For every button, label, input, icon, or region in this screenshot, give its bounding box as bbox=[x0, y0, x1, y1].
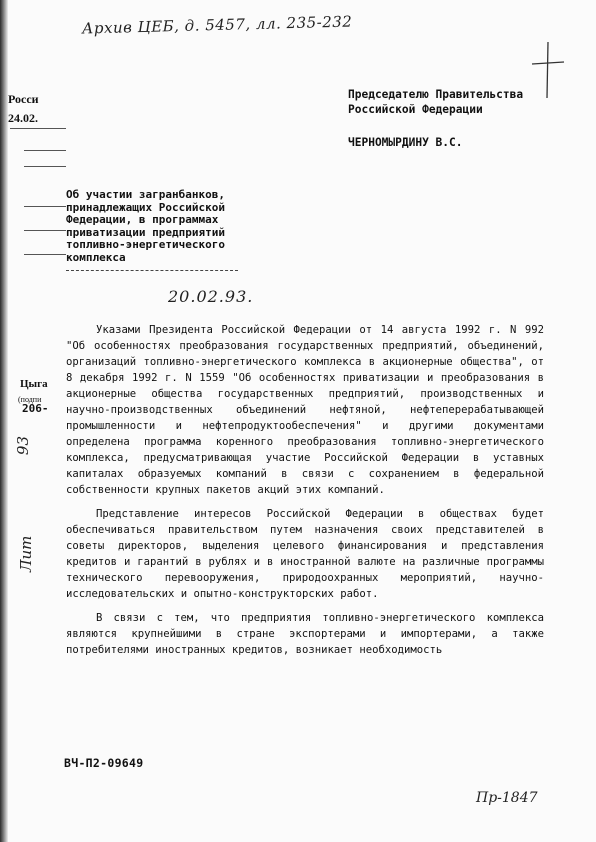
side-handwritten-note: 93 bbox=[14, 436, 32, 456]
addressee-block bbox=[348, 88, 523, 151]
subject-underline bbox=[66, 270, 238, 271]
addressee-line: Председателю Правительства bbox=[348, 88, 524, 101]
subject-line: приватизации предприятий bbox=[66, 225, 225, 239]
left-rule bbox=[24, 150, 66, 151]
left-rule bbox=[24, 230, 66, 231]
document-code: ВЧ-П2-09649 bbox=[64, 756, 144, 770]
subject-line: Федерации, в программах bbox=[66, 213, 219, 227]
subject-block bbox=[66, 189, 225, 265]
body-paragraph: В связи с тем, что предприятия топливно-энергетического комплекса являются крупнейшими в стране экспортерами и импортерами, а также потребителями иностранных кредитов, возникает необходимость bbox=[66, 612, 544, 656]
left-rule bbox=[24, 254, 66, 255]
left-org-fragment: Росси bbox=[8, 92, 39, 106]
scan-edge-shadow bbox=[0, 0, 8, 842]
subject-line: Об участии загранбанков, bbox=[66, 188, 225, 201]
left-head-num-fragment: 206- bbox=[22, 402, 49, 415]
left-rule bbox=[10, 128, 66, 129]
letter-body bbox=[66, 322, 544, 666]
handwritten-cross-mark bbox=[530, 40, 566, 100]
subject-line: комплекса bbox=[66, 250, 126, 264]
addressee-name: ЧЕРНОМЫРДИНУ В.С. bbox=[348, 136, 463, 149]
body-paragraph: Указами Президента Российской Федерации от 14 августа 1992 г. N 992 "Об особенностях преобразования государственных предприятий, объединений, организаций топливно-энергетического комплекса в акционерные общества", от 8 декабря 1992 г. N 1559 "Об особенностях приватизации и преобразования в акционерные общества государственных предприятий, производственных и научно-производственных объединений нефтяной, нефтеперерабатывающей промышленности и нефтепродуктообеспечения" и другими документами определена программа коренного преобразования топливно-энергетического комплекса, предусматривающая участие Российской Федерации в уставных капиталах образуемых компаний в связи с сохранением в федеральной собственности крупных пакетов акций этих компаний. bbox=[66, 324, 544, 496]
left-date-fragment: 24.02. bbox=[8, 111, 38, 125]
left-margin-fragment bbox=[8, 92, 66, 126]
addressee-line: Российской Федерации bbox=[348, 102, 483, 116]
handwritten-date: 20.02.93. bbox=[168, 287, 254, 306]
reference-handwritten-note: Пр-1847 bbox=[476, 790, 538, 806]
left-head-fragment: Цыга bbox=[20, 378, 48, 390]
left-rule bbox=[24, 166, 66, 167]
subject-line: принадлежащих Российской bbox=[66, 200, 225, 214]
subject-line: топливно-энергетического bbox=[66, 238, 225, 252]
left-head-sub-fragment: (подпи bbox=[18, 395, 42, 404]
side-handwritten-note: Лит bbox=[17, 535, 35, 572]
archive-handwritten-note: Архив ЦЕБ, д. 5457, лл. 235-232 bbox=[81, 12, 353, 38]
body-paragraph: Представление интересов Российской Федерации в обществах будет обеспечиваться правительством путем назначения своих представителей в советы директоров, выделения целевого финансирования и представления кредитов и гарантий в рублях и в иностранной валюте на различные программы технического перевооружения, природоохранных мероприятий, научно-исследовательских и опытно-конструкторских работ. bbox=[66, 508, 544, 600]
left-rule bbox=[24, 206, 66, 207]
